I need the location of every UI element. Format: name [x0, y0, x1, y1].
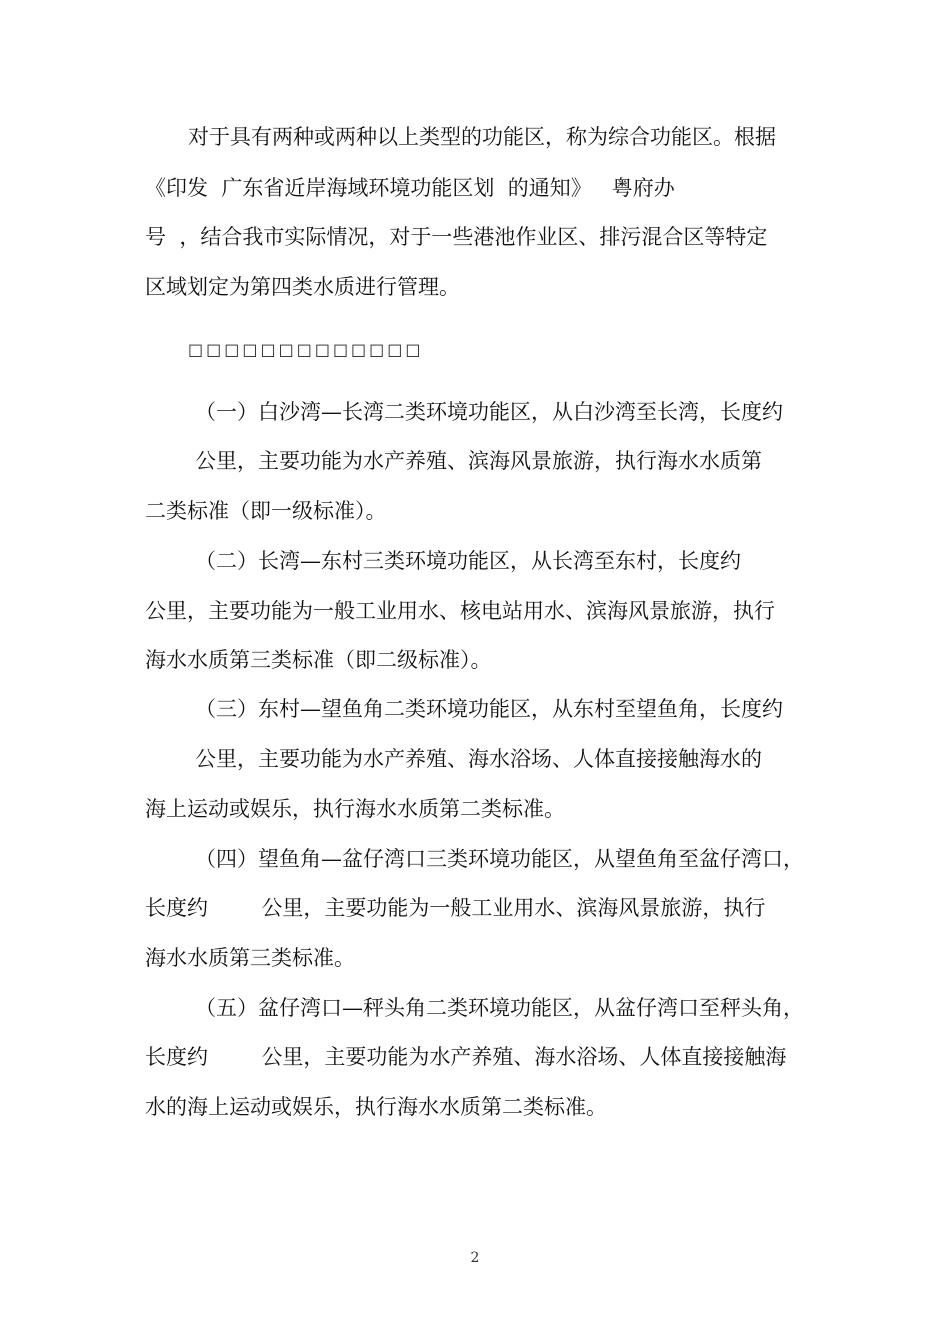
section-3-line-2: 公里，主要功能为水产养殖、海水浴场、人体直接接触海水的: [195, 747, 762, 771]
section-5-line-3: 水的海上运动或娱乐，执行海水水质第二类标准。: [145, 1095, 607, 1119]
section-heading-placeholder: □□□□□□□□□□□□□: [188, 340, 424, 359]
section-4-line-1: （四）望鱼角—盆仔湾口三类环境功能区，从望鱼角至盆仔湾口，: [195, 847, 804, 871]
section-5-line-2: 长度约 公里，主要功能为水产养殖、海水浴场、人体直接接触海: [145, 1045, 787, 1069]
paragraph-1-line-3: 号 ，结合我市实际情况，对于一些港池作业区、排污混合区等特定: [145, 225, 768, 249]
section-3-line-3: 海上运动或娱乐，执行海水水质第二类标准。: [145, 797, 565, 821]
paragraph-1-line-1: 对于具有两种或两种以上类型的功能区，称为综合功能区。根据: [188, 125, 776, 149]
section-1-line-1: （一）白沙湾—长湾二类环境功能区，从白沙湾至长湾，长度约: [195, 400, 783, 424]
section-2-line-3: 海水水质第三类标准（即二级标准）。: [145, 648, 492, 672]
page-number: 2: [470, 1250, 480, 1266]
section-1-line-2: 公里，主要功能为水产养殖、滨海风景旅游，执行海水水质第: [195, 449, 762, 473]
section-2-line-1: （二）长湾—东村三类环境功能区，从长湾至东村，长度约: [195, 549, 741, 573]
section-4-line-3: 海水水质第三类标准。: [145, 946, 355, 970]
section-4-line-2: 长度约 公里，主要功能为一般工业用水、滨海风景旅游，执行: [145, 896, 766, 920]
section-5-line-1: （五）盆仔湾口—秤头角二类环境功能区，从盆仔湾口至秤头角，: [195, 996, 804, 1020]
section-3-line-1: （三）东村—望鱼角二类环境功能区，从东村至望鱼角，长度约: [195, 697, 783, 721]
paragraph-1-line-2: 《印发 广东省近岸海域环境功能区划 的通知》 粤府办: [145, 176, 675, 200]
section-1-line-3: 二类标准（即一级标准）。: [145, 499, 387, 523]
paragraph-1-line-4: 区域划定为第四类水质进行管理。: [145, 275, 460, 299]
section-2-line-2: 公里，主要功能为一般工业用水、核电站用水、滨海风景旅游，执行: [145, 599, 775, 623]
